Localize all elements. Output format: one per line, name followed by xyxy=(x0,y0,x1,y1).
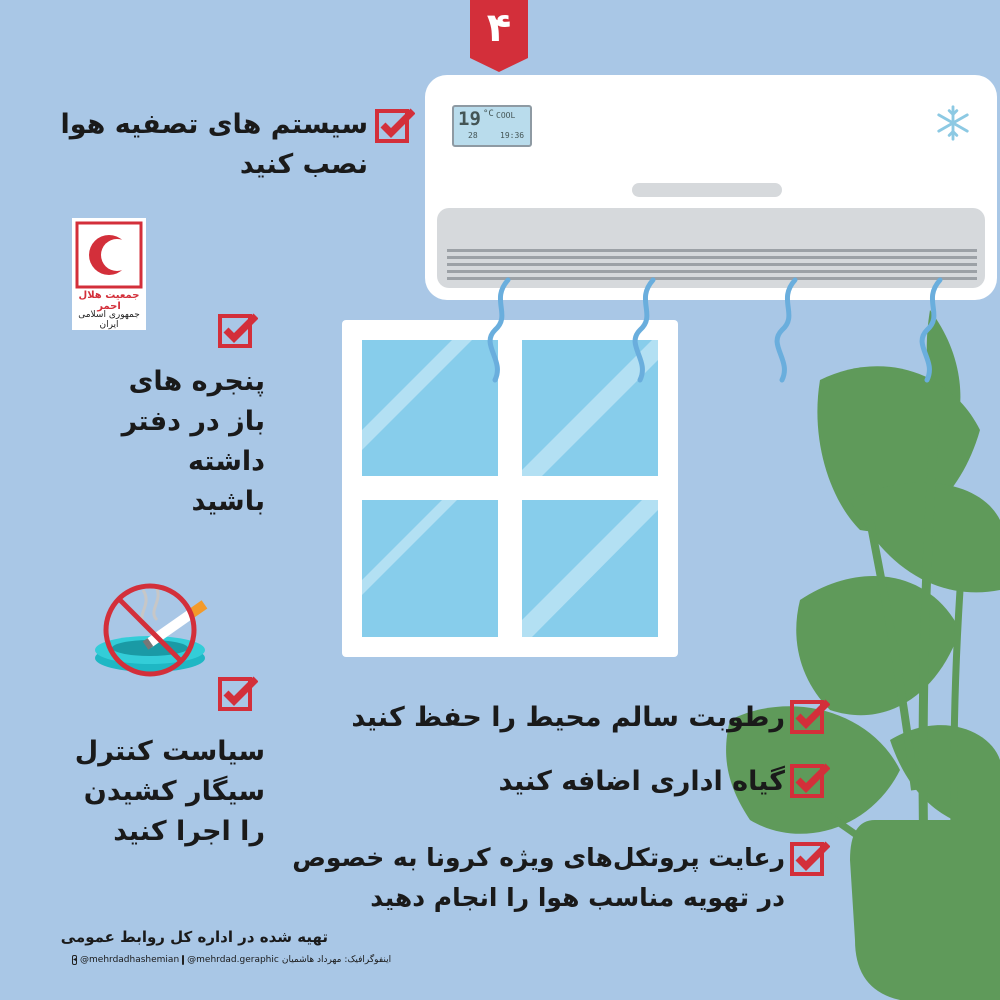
credit-prepared: تهیه شده در اداره کل روابط عمومی xyxy=(60,928,328,946)
plant-pot xyxy=(845,820,1000,1000)
credit-handle2[interactable]: @mehrdadhashemian xyxy=(80,955,180,965)
instagram-icon[interactable] xyxy=(182,955,184,965)
tip-plants xyxy=(345,762,785,802)
checkbox-icon xyxy=(218,675,258,711)
checkbox-icon xyxy=(790,698,830,734)
ac-indicator-bar xyxy=(632,183,782,197)
tip-line: سیستم های تصفیه هوا xyxy=(60,109,368,140)
credit-designer: اینفوگرافیک: مهرداد هاشمیان xyxy=(281,955,392,965)
red-crescent-logo xyxy=(72,218,146,330)
logo-name: جمعیت هلال احمر xyxy=(78,290,140,312)
tip-line: داشته xyxy=(187,446,265,477)
checkbox-icon xyxy=(790,762,830,798)
step-number: ۴ xyxy=(486,5,512,51)
logo-subtitle: جمهوری اسلامی ایران xyxy=(78,310,140,330)
checkbox-icon xyxy=(218,312,258,348)
no-smoking-icon xyxy=(85,580,225,680)
tip-line: پنجره های xyxy=(128,366,265,397)
tip-line: گیاه اداری اضافه کنید xyxy=(498,766,785,797)
checkbox-icon xyxy=(375,107,415,143)
tip-line: سیگار کشیدن xyxy=(83,776,265,807)
tip-humidity xyxy=(345,698,785,738)
ac-temp-unit: °C xyxy=(483,109,494,119)
airflow-lines xyxy=(470,270,960,390)
tip-open-windows xyxy=(65,362,265,522)
ac-display xyxy=(452,105,532,147)
tip-line: سیاست کنترل xyxy=(74,736,265,767)
ac-temp: 19 xyxy=(458,108,481,130)
tip-air-purifier xyxy=(38,105,368,185)
checkbox-icon xyxy=(790,840,830,876)
snowflake-icon xyxy=(934,104,972,142)
ac-small-left: 28 xyxy=(468,131,478,140)
red-crescent-icon xyxy=(74,220,144,290)
ac-time: 19:36 xyxy=(500,131,525,140)
tip-protocols xyxy=(265,838,785,918)
tip-line: باشید xyxy=(191,486,265,517)
tip-line: رعایت پروتکل‌های ویژه کرونا به خصوص xyxy=(292,843,785,872)
tip-line: رطوبت سالم محیط را حفظ کنید xyxy=(351,702,785,733)
tip-smoking-policy xyxy=(15,732,265,852)
ac-mode: COOL xyxy=(496,111,516,120)
credit-footer xyxy=(72,952,392,968)
tip-line: نصب کنید xyxy=(239,149,368,180)
telegram-icon[interactable]: ◂ xyxy=(73,956,77,963)
tip-line: در تهویه مناسب هوا را انجام دهید xyxy=(370,883,785,912)
credit-handle1[interactable]: @mehrdad.geraphic xyxy=(187,955,279,965)
tip-line: را اجرا کنید xyxy=(113,816,265,847)
tip-line: باز در دفتر xyxy=(121,406,265,437)
